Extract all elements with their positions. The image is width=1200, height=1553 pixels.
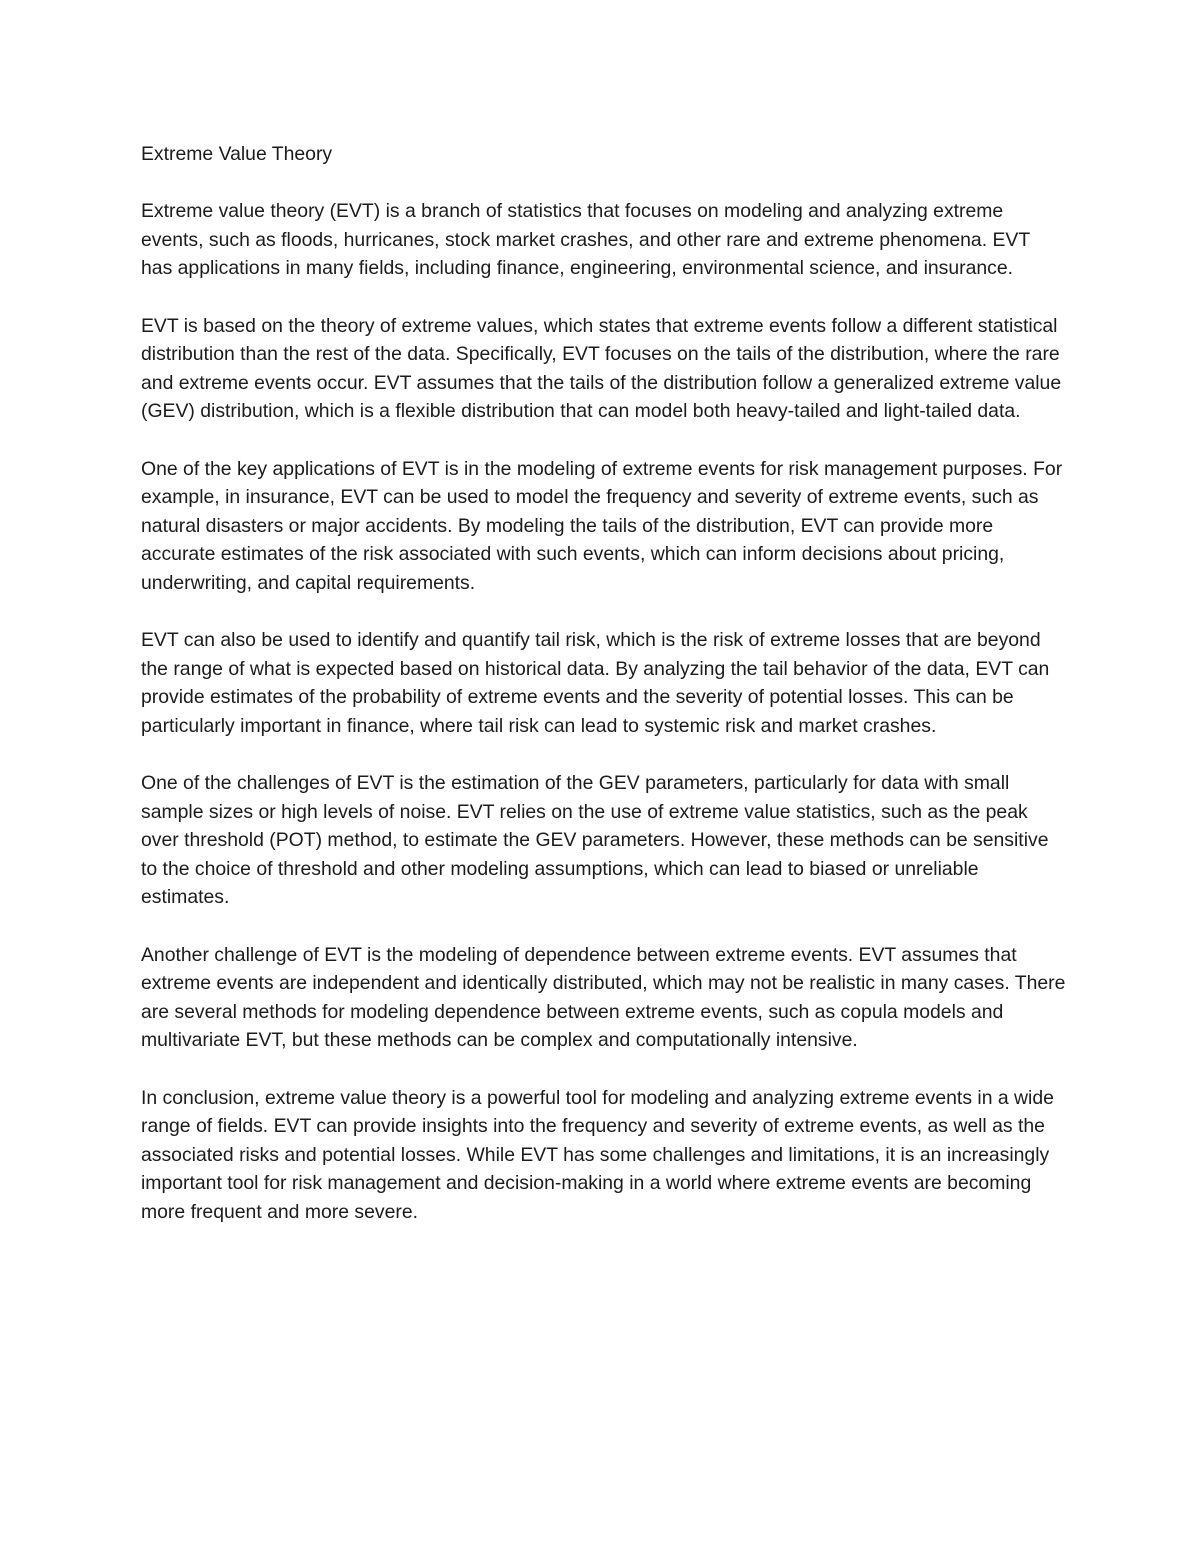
document-title: Extreme Value Theory xyxy=(141,143,333,165)
paragraph-theory-basis: EVT is based on the theory of extreme values, which states that extreme events follow a different statistical distribution than the rest of the data. Specifically, EVT focuses on the tails of the distribution, where the rare and extreme events occur. EVT assumes that the tails of the distribution follow a generalized extreme value (GEV) distribution, which is a flexible distribution that can model both heavy-tailed and light-tailed data. xyxy=(141,314,1062,423)
paragraph-conclusion: In conclusion, extreme value theory is a powerful tool for modeling and analyzing extreme events in a wide range of fields. EVT can provide insights into the frequency and severity of extreme events, as well as the associated risks and potential losses. While EVT has some challenges and limitations, it is an increasingly important tool for risk management and decision-making in a world where extreme events are becoming more frequent and more severe. xyxy=(141,1086,1054,1223)
paragraph-risk-management: One of the key applications of EVT is in the modeling of extreme events for risk management purposes. For example, in insurance, EVT can be used to model the frequency and severity of extreme events, such as natural disasters or major accidents. By modeling the tails of the distribution, EVT can provide more accurate estimates of the risk associated with such events, which can inform decisions about pricing, underwriting, and capital requirements. xyxy=(141,457,1063,594)
paragraph-gev-estimation: One of the challenges of EVT is the estimation of the GEV parameters, particularly for data with small sample sizes or high levels of noise. EVT relies on the use of extreme value statistics, such as the peak over threshold (POT) method, to estimate the GEV parameters. However, these methods can be sensitive to the choice of threshold and other modeling assumptions, which can lead to biased or unreliable estimates. xyxy=(141,772,1049,909)
paragraph-tail-risk: EVT can also be used to identify and quantify tail risk, which is the risk of extreme losses that are beyond the range of what is expected based on historical data. By analyzing the tail behavior of the data, EVT can provide estimates of the probability of extreme events and the severity of potential losses. This can be particularly important in finance, where tail risk can lead to systemic risk and market crashes. xyxy=(141,629,1050,737)
paragraph-dependence: Another challenge of EVT is the modeling of dependence between extreme events. EVT assumes that extreme events are independent and identically distributed, which may not be realistic in many cases. There are several methods for modeling dependence between extreme events, such as copula models and multivariate EVT, but these methods can be complex and computationally intensive. xyxy=(141,943,1066,1052)
document-body xyxy=(141,140,1066,1255)
paragraph-intro: Extreme value theory (EVT) is a branch of statistics that focuses on modeling and analyzing extreme events, such as floods, hurricanes, stock market crashes, and other rare and extreme phenomena. EVT has applications in many fields, including finance, engineering, environmental science, and insurance. xyxy=(141,200,1030,280)
